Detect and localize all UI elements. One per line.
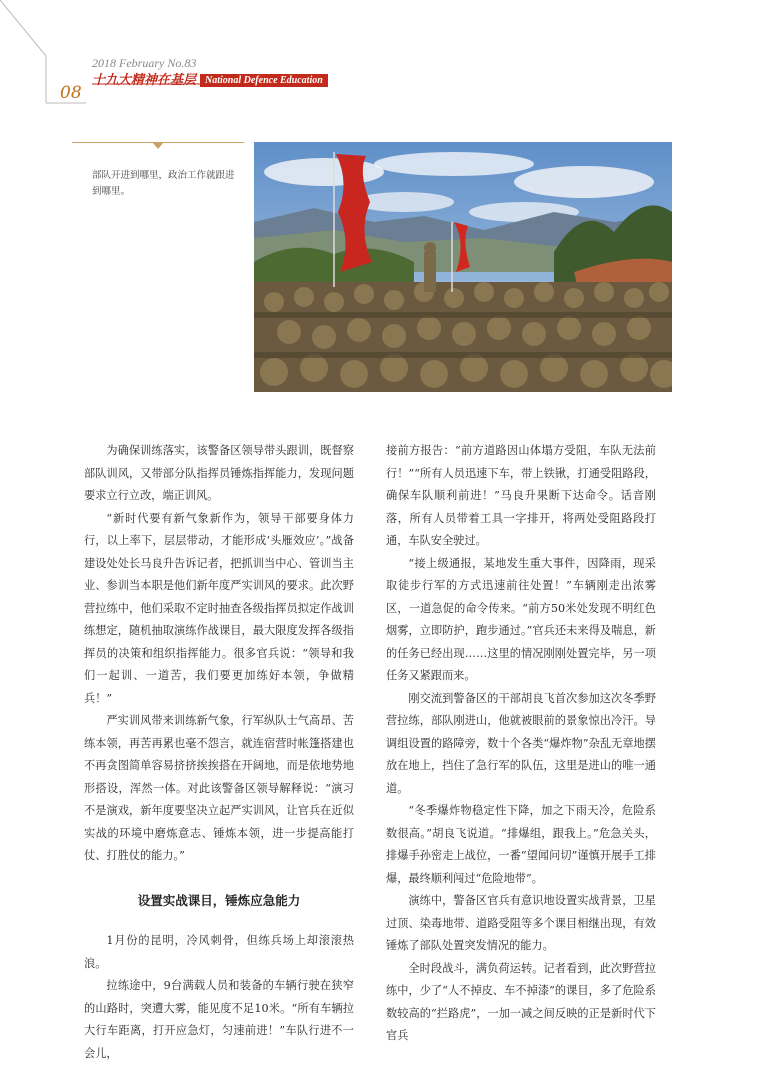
page-number: 08 <box>60 83 82 103</box>
paragraph: 演练中，警备区官兵有意识地设置实战背景，卫星过顶、染毒地带、道路受阻等多个课目相继出现，有效锤炼了部队处置突发情况的能力。 <box>386 894 656 952</box>
article-column-left <box>84 440 354 1065</box>
paragraph: 为确保训练落实，该警备区领导带头跟训，既督察部队训风，又带部分队指挥员锤炼指挥能力，发现问题要求立行立改，端正训风。 <box>84 444 354 502</box>
paragraph: 刚交流到警备区的干部胡良飞首次参加这次冬季野营拉练，部队刚进山，他就被眼前的景象惊出冷汗。导调组设置的路障旁，数十个各类“爆炸物”杂乱无章地摆放在地上，挡住了急行军的队伍，这里是进山的唯一通道。 <box>386 691 656 795</box>
paragraph: “冬季爆炸物稳定性下降，加之下雨天冷，危险系数很高。”胡良飞说道。“排爆组，跟我上。”危急关头，排爆手孙密走上战位，一番“望闻问切”谨慎开展手工排爆，最终顺利闯过“危险地带”。 <box>386 804 656 885</box>
paragraph: 1月份的昆明，冷风刺骨，但练兵场上却滚滚热浪。 <box>84 934 354 970</box>
paragraph: “接上级通报，某地发生重大事件，因降雨，现采取徒步行军的方式迅速前往处置！”车辆刚走出浓雾区，一道急促的命令传来。“前方50米处发现不明红色烟雾，立即防护，跑步通过。”官兵还未来得及喘息，新的任务已经出现……这里的情况刚刚处置完毕，另一项任务又紧跟而来。 <box>386 556 656 682</box>
article-column-right <box>386 440 656 1048</box>
article-photo <box>254 142 672 392</box>
column-badge: National Defence Education <box>200 74 328 87</box>
paragraph: 全时段战斗，满负荷运转。记者看到，此次野营拉练中，少了“人不掉皮、车不掉漆”的课目，多了危险系数较高的“拦路虎”，一加一减之间反映的正是新时代下官兵 <box>386 961 656 1042</box>
paragraph: 严实训风带来训练新气象，行军纵队士气高昂、苦练本领，再苦再累也毫不怨言，就连宿营时帐篷搭建也不再贪图简单容易挤挤挨挨搭在开阔地，而是依地势地形搭设，浑然一体。对此该警备区领导解释说：“演习不是演戏，新年度要坚决立起严实训风，让官兵在近似实战的环境中磨炼意志、锤炼本领，进一步提高能打仗、打胜仗的能力。” <box>84 714 354 862</box>
section-heading: 设置实战课目，锤炼应急能力 <box>137 892 301 908</box>
paragraph: 接前方报告：“前方道路因山体塌方受阻，车队无法前行！”“所有人员迅速下车，带上铁锹，打通受阻路段，确保车队顺利前进！”马良升果断下达命令。话音刚落，所有人员带着工具一字排开，将两处受阻路段打通，车队安全驶过。 <box>386 444 656 547</box>
paragraph: “新时代要有新气象新作为，领导干部要身体力行，以上率下，层层带动，才能形成‘头雁效应’。”战备建设处处长马良升告诉记者，把抓训当中心、管训当主业、参训当本职是他们新年度严实训风的要求。此次野营拉练中，他们采取不定时抽查各级指挥员拟定作战训练想定，随机抽取演练作战课目，最大限度发挥各级指挥员的决策和组织指挥能力。很多官兵说：“领导和我们一起训、一道苦，我们要更加练好本领，争做精兵！” <box>84 511 354 705</box>
photo-soldiers-flags-icon <box>254 142 672 392</box>
column-title <box>92 69 328 88</box>
photo-caption: 部队开进到哪里，政治工作就跟进到哪里。 <box>92 170 235 197</box>
column-title-text: 十九大精神在基层 <box>92 73 197 88</box>
caption-pointer-icon <box>152 142 164 149</box>
issue-line: 2018 February No.83 <box>92 56 197 70</box>
paragraph: 拉练途中，9台满载人员和装备的车辆行驶在狭窄的山路时，突遭大雾，能见度不足10米。“所有车辆拉大行车距离，打开应急灯，匀速前进！”车队行进不一会儿， <box>84 979 354 1060</box>
